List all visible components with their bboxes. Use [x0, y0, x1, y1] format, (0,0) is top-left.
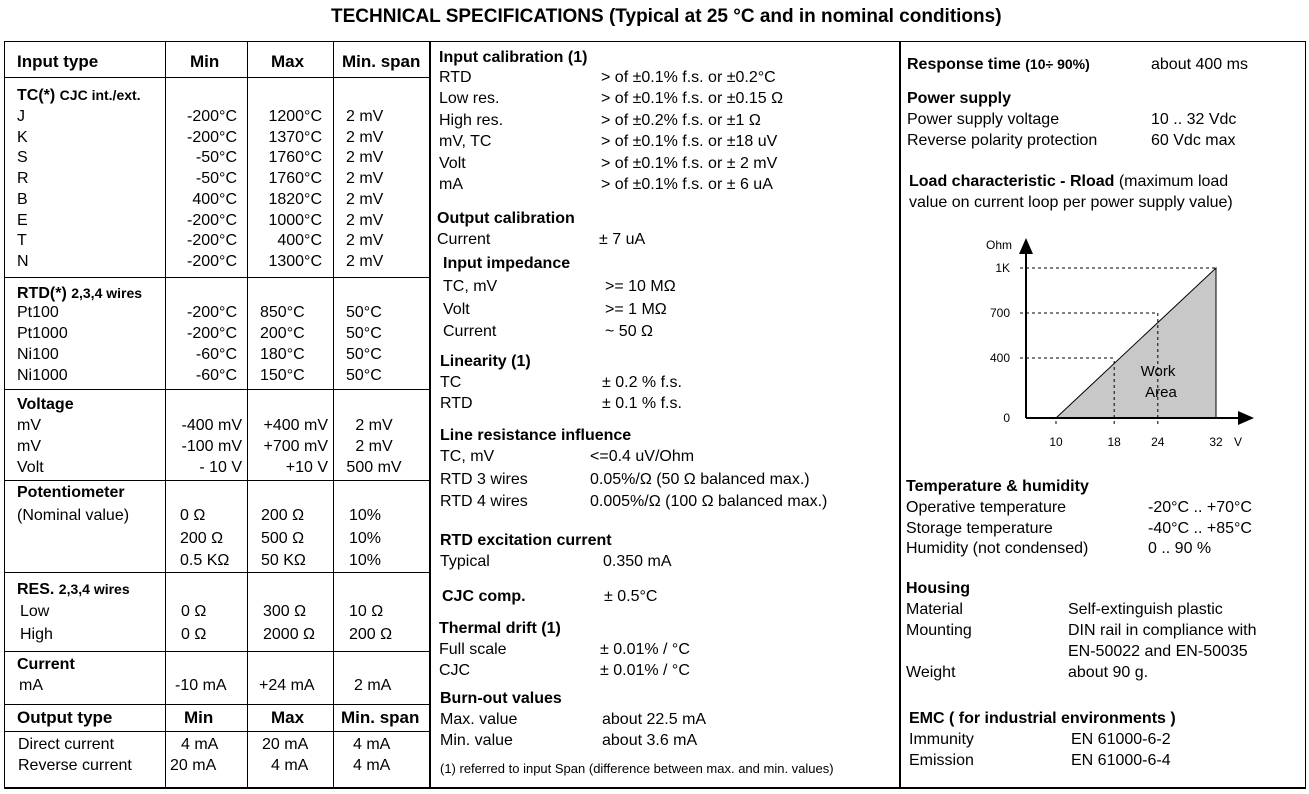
row-max: +400 mV — [263, 417, 328, 434]
output-calibration-title: Output calibration — [437, 210, 575, 227]
row-max: 1760°C — [268, 170, 322, 188]
temperature-label: Operative temperature — [906, 499, 1067, 516]
row-span: 4 mA — [353, 736, 391, 753]
header-output-max: Max — [271, 708, 305, 727]
linearity-label: RTD — [440, 395, 473, 412]
burnout-value: about 3.6 mA — [602, 732, 698, 749]
row-max: 50 KΩ — [261, 552, 306, 569]
y-tick-label: 700 — [989, 306, 1010, 320]
header-output-type: Output type — [17, 708, 113, 727]
footnote: (1) referred to input Span (difference between max. and min. values) — [440, 761, 834, 776]
work-area — [1056, 268, 1216, 418]
row-max: 1760°C — [268, 149, 322, 167]
header-min: Min — [190, 52, 220, 71]
row-min: -100 mV — [181, 438, 242, 455]
section-voltage-title: Voltage — [17, 396, 74, 413]
input-impedance-label: TC, mV — [443, 278, 498, 295]
row-max: 4 mA — [271, 757, 309, 774]
row-span: 2 mV — [346, 128, 384, 146]
temperature-title: Temperature & humidity — [906, 478, 1089, 495]
header-output-min: Min — [184, 708, 214, 727]
row-max: 500 Ω — [261, 529, 305, 547]
x-axis-arrow — [1238, 411, 1254, 425]
row-line — [4, 651, 429, 652]
cjc-value: ± 0.5°C — [604, 588, 658, 605]
tc-title: TC(*) — [17, 87, 56, 104]
work-area-label: Work — [1140, 363, 1176, 380]
burnout-label: Min. value — [440, 732, 513, 749]
burnout-value: about 22.5 mA — [602, 711, 707, 728]
rtd-title: RTD(*) — [17, 285, 67, 302]
temperature-value: -20°C .. +70°C — [1148, 499, 1252, 516]
line-resistance-label: TC, mV — [440, 448, 495, 465]
header-output-min-span: Min. span — [341, 708, 420, 727]
row-line — [4, 731, 429, 732]
temperature-label: Humidity (not condensed) — [906, 540, 1089, 557]
burnout-title: Burn-out values — [440, 690, 562, 707]
cjc-title: CJC comp. — [442, 588, 526, 605]
row-span: 2 mV — [355, 438, 393, 455]
load-desc-1: (maximum load — [1114, 173, 1229, 190]
section-tc-title — [17, 87, 141, 105]
row-max: 400°C — [277, 232, 322, 250]
input-calibration-value: > of ±0.1% f.s. or ± 2 mV — [601, 154, 778, 172]
row-span: 2 mV — [346, 252, 384, 270]
thermal-drift-title: Thermal drift (1) — [439, 620, 561, 637]
row-label: S — [17, 149, 28, 167]
load-desc-2: value on current loop per power supply value) — [909, 194, 1233, 211]
row-max: 1370°C — [268, 128, 322, 146]
load-chart — [980, 230, 1260, 460]
input-impedance-label: Volt — [443, 300, 470, 318]
row-span: 2 mV — [346, 190, 384, 208]
row-span: 50°C — [346, 325, 382, 342]
row-min: -200°C — [187, 128, 237, 146]
thermal-drift-value: ± 0.01% / °C — [600, 661, 690, 679]
row-line — [4, 277, 429, 278]
row-span: 2 mV — [355, 417, 393, 434]
row-span: 2 mV — [346, 149, 384, 167]
row-min: -200°C — [187, 232, 237, 250]
row-label: Low — [20, 603, 50, 620]
temperature-value: 0 .. 90 % — [1148, 540, 1212, 557]
row-max: 200°C — [260, 325, 305, 342]
row-line — [4, 77, 429, 78]
row-max: 200 Ω — [261, 507, 305, 524]
row-min: 0 Ω — [181, 603, 207, 620]
linearity-value: ± 0.2 % f.s. — [602, 374, 682, 391]
row-min: 20 mA — [170, 757, 217, 774]
input-impedance-value: >= 10 MΩ — [605, 278, 676, 295]
header-max: Max — [271, 52, 305, 71]
header-min-span: Min. span — [342, 52, 421, 71]
row-label: Pt1000 — [17, 325, 68, 342]
thermal-drift-value: ± 0.01% / °C — [600, 641, 690, 658]
rtd-excitation-value: 0.350 mA — [603, 553, 672, 570]
housing-value: Self-extinguish plastic — [1068, 601, 1223, 618]
thermal-drift-label: CJC — [439, 661, 471, 679]
x-axis-label: V — [1233, 435, 1243, 449]
row-min: -200°C — [187, 252, 237, 270]
row-span: 10 Ω — [349, 603, 384, 620]
frame-right — [1305, 41, 1306, 789]
section-res-title — [17, 581, 130, 599]
line-resistance-label: RTD 3 wires — [440, 470, 528, 488]
section-current-title: Current — [17, 656, 75, 673]
line-resistance-value: 0.05%/Ω (50 Ω balanced max.) — [590, 470, 810, 488]
divider-right — [899, 41, 901, 789]
response-time — [907, 56, 1090, 74]
row-min: -60°C — [195, 346, 237, 363]
input-calibration-label: mA — [439, 176, 463, 193]
linearity-value: ± 0.1 % f.s. — [602, 395, 682, 412]
emc-label: Immunity — [909, 731, 974, 748]
row-span: 50°C — [346, 346, 382, 363]
row-max: 1820°C — [268, 190, 322, 208]
input-impedance-value: >= 1 MΩ — [605, 300, 667, 318]
row-span: 2 mV — [346, 232, 384, 250]
load-title: Load characteristic - Rload — [909, 173, 1115, 190]
row-max: 850°C — [260, 304, 305, 321]
row-label: Ni1000 — [17, 367, 68, 384]
potentiometer-label: (Nominal value) — [17, 507, 130, 524]
row-line — [4, 389, 429, 390]
row-label: R — [17, 170, 29, 188]
power-label: Reverse polarity protection — [907, 131, 1098, 149]
power-supply-title: Power supply — [907, 90, 1012, 107]
input-calibration-value: > of ±0.2% f.s. or ±1 Ω — [601, 111, 761, 129]
input-calibration-label: mV, TC — [439, 133, 492, 151]
row-span: 10% — [349, 507, 382, 524]
housing-value: about 90 g. — [1068, 664, 1149, 681]
x-tick-label: 32 — [1209, 435, 1223, 449]
line-resistance-value: 0.005%/Ω (100 Ω balanced max.) — [590, 493, 828, 510]
row-label: Ni100 — [17, 346, 59, 363]
row-max: 150°C — [260, 367, 305, 384]
section-potentiometer-title: Potentiometer — [17, 484, 125, 501]
thermal-drift-label: Full scale — [439, 641, 507, 658]
input-calibration-value: > of ±0.1% f.s. or ± 6 uA — [601, 176, 773, 193]
row-min: -200°C — [187, 211, 237, 229]
linearity-label: TC — [440, 374, 462, 391]
row-span: 200 Ω — [349, 626, 393, 643]
response-time-value: about 400 ms — [1151, 56, 1248, 73]
row-max: 180°C — [260, 346, 305, 363]
temperature-value: -40°C .. +85°C — [1148, 519, 1252, 537]
input-calibration-title: Input calibration (1) — [439, 49, 588, 66]
burnout-label: Max. value — [440, 711, 518, 728]
frame-left — [4, 41, 5, 789]
line-resistance-title: Line resistance influence — [440, 427, 632, 444]
housing-label: Mounting — [906, 622, 972, 639]
row-max: +24 mA — [259, 677, 315, 694]
row-label: K — [17, 128, 28, 146]
res-title: RES. — [17, 581, 55, 598]
power-label: Power supply voltage — [907, 111, 1060, 128]
input-impedance-title: Input impedance — [443, 255, 571, 272]
y-tick-label: 0 — [1003, 411, 1010, 425]
row-min: -50°C — [195, 170, 237, 188]
input-calibration-label: Low res. — [439, 90, 500, 108]
row-min: -60°C — [195, 367, 237, 384]
input-impedance-value: ~ 50 Ω — [605, 323, 653, 340]
row-span: 2 mV — [346, 108, 384, 125]
row-label: B — [17, 190, 28, 208]
row-label: Reverse current — [18, 757, 132, 774]
row-max: 2000 Ω — [263, 626, 315, 643]
y-tick-label: 400 — [989, 351, 1010, 365]
rtd-excitation-label: Typical — [440, 553, 490, 570]
row-line — [4, 572, 429, 573]
row-label: High — [20, 626, 53, 643]
x-tick-label: 10 — [1049, 435, 1063, 449]
input-calibration-label: Volt — [439, 154, 466, 172]
res-subtitle: 2,3,4 wires — [58, 581, 130, 597]
frame-top — [4, 41, 1306, 42]
x-tick-label: 24 — [1151, 435, 1165, 449]
line-resistance-label: RTD 4 wires — [440, 493, 528, 510]
output-calibration-label: Current — [437, 231, 491, 248]
input-calibration-label: High res. — [439, 111, 504, 129]
row-min: 0.5 KΩ — [180, 552, 230, 569]
row-min: -200°C — [187, 325, 237, 342]
linearity-title: Linearity (1) — [440, 353, 531, 370]
rtd-subtitle: 2,3,4 wires — [71, 285, 143, 301]
row-max: 20 mA — [262, 736, 309, 753]
row-span: 2 mV — [346, 170, 384, 188]
row-min: -200°C — [187, 304, 237, 321]
housing-value: EN-50022 and EN-50035 — [1068, 643, 1248, 660]
row-min: -50°C — [195, 149, 237, 167]
row-span: 10% — [349, 552, 382, 569]
section-rtd-title — [17, 285, 142, 303]
row-label: Direct current — [18, 736, 115, 753]
row-line — [4, 480, 429, 481]
housing-label: Weight — [906, 664, 956, 681]
y-axis-label: Ohm — [986, 238, 1013, 252]
line-resistance-value: <=0.4 uV/Ohm — [590, 448, 695, 465]
response-time-sub: (10÷ 90%) — [1025, 56, 1090, 72]
row-span: 500 mV — [346, 459, 402, 476]
emc-label: Emission — [909, 752, 974, 769]
row-label: Volt — [17, 459, 44, 476]
input-calibration-label: RTD — [439, 69, 472, 86]
x-tick-label: 18 — [1107, 435, 1121, 449]
row-min: 0 Ω — [180, 507, 206, 524]
response-time-title: Response time — [907, 56, 1021, 73]
housing-value: DIN rail in compliance with — [1068, 622, 1257, 639]
output-calibration-value: ± 7 uA — [599, 231, 646, 248]
power-value: 60 Vdc max — [1151, 131, 1236, 149]
rtd-excitation-title: RTD excitation current — [440, 532, 612, 549]
row-max: 300 Ω — [263, 603, 307, 620]
row-min: -10 mA — [175, 677, 227, 694]
row-line — [4, 704, 429, 705]
row-span: 2 mV — [346, 211, 384, 229]
row-max: 1200°C — [268, 108, 322, 125]
row-min: -400 mV — [181, 417, 242, 434]
row-span: 50°C — [346, 304, 382, 321]
row-min: 4 mA — [181, 736, 219, 753]
emc-value: EN 61000-6-2 — [1071, 731, 1171, 748]
row-label: mV — [17, 438, 41, 455]
col-line-3 — [333, 41, 334, 787]
page-title: TECHNICAL SPECIFICATIONS (Typical at 25 °C and in nominal conditions) — [331, 6, 1002, 27]
temperature-label: Storage temperature — [906, 519, 1053, 537]
frame-bottom — [4, 787, 1306, 789]
emc-value: EN 61000-6-4 — [1071, 752, 1171, 769]
row-max: 1300°C — [268, 252, 322, 270]
row-span: 10% — [349, 529, 382, 547]
y-axis-arrow — [1019, 238, 1033, 254]
row-label: E — [17, 211, 28, 229]
work-area-label: Area — [1145, 384, 1177, 401]
row-min: -200°C — [187, 108, 237, 125]
row-min: 200 Ω — [180, 529, 224, 547]
header-input-type: Input type — [17, 52, 99, 71]
row-max: +700 mV — [263, 438, 328, 455]
input-calibration-value: > of ±0.1% f.s. or ±0.15 Ω — [601, 90, 784, 108]
power-value: 10 .. 32 Vdc — [1151, 111, 1237, 128]
row-max: +10 V — [285, 459, 328, 476]
row-span: 4 mA — [353, 757, 391, 774]
row-min: - 10 V — [199, 459, 242, 476]
input-calibration-value: > of ±0.1% f.s. or ±0.2°C — [601, 69, 776, 86]
row-label: mV — [17, 417, 41, 434]
row-label: mA — [19, 677, 43, 694]
row-span: 50°C — [346, 367, 382, 384]
row-min: 0 Ω — [181, 626, 207, 643]
emc-title: EMC ( for industrial environments ) — [909, 710, 1176, 727]
row-min: 400°C — [192, 190, 237, 208]
input-calibration-value: > of ±0.1% f.s. or ±18 uV — [601, 133, 778, 151]
row-label: J — [17, 108, 25, 125]
input-impedance-label: Current — [443, 323, 497, 340]
housing-label: Material — [906, 601, 963, 618]
tc-subtitle: CJC int./ext. — [59, 87, 141, 103]
housing-title: Housing — [906, 580, 970, 597]
divider-left — [429, 41, 431, 789]
row-label: T — [17, 232, 27, 250]
load-characteristic — [909, 173, 1228, 191]
row-label: N — [17, 252, 29, 270]
row-label: Pt100 — [17, 304, 59, 321]
row-span: 2 mA — [354, 677, 392, 694]
row-max: 1000°C — [268, 211, 322, 229]
y-tick-label: 1K — [995, 261, 1010, 275]
